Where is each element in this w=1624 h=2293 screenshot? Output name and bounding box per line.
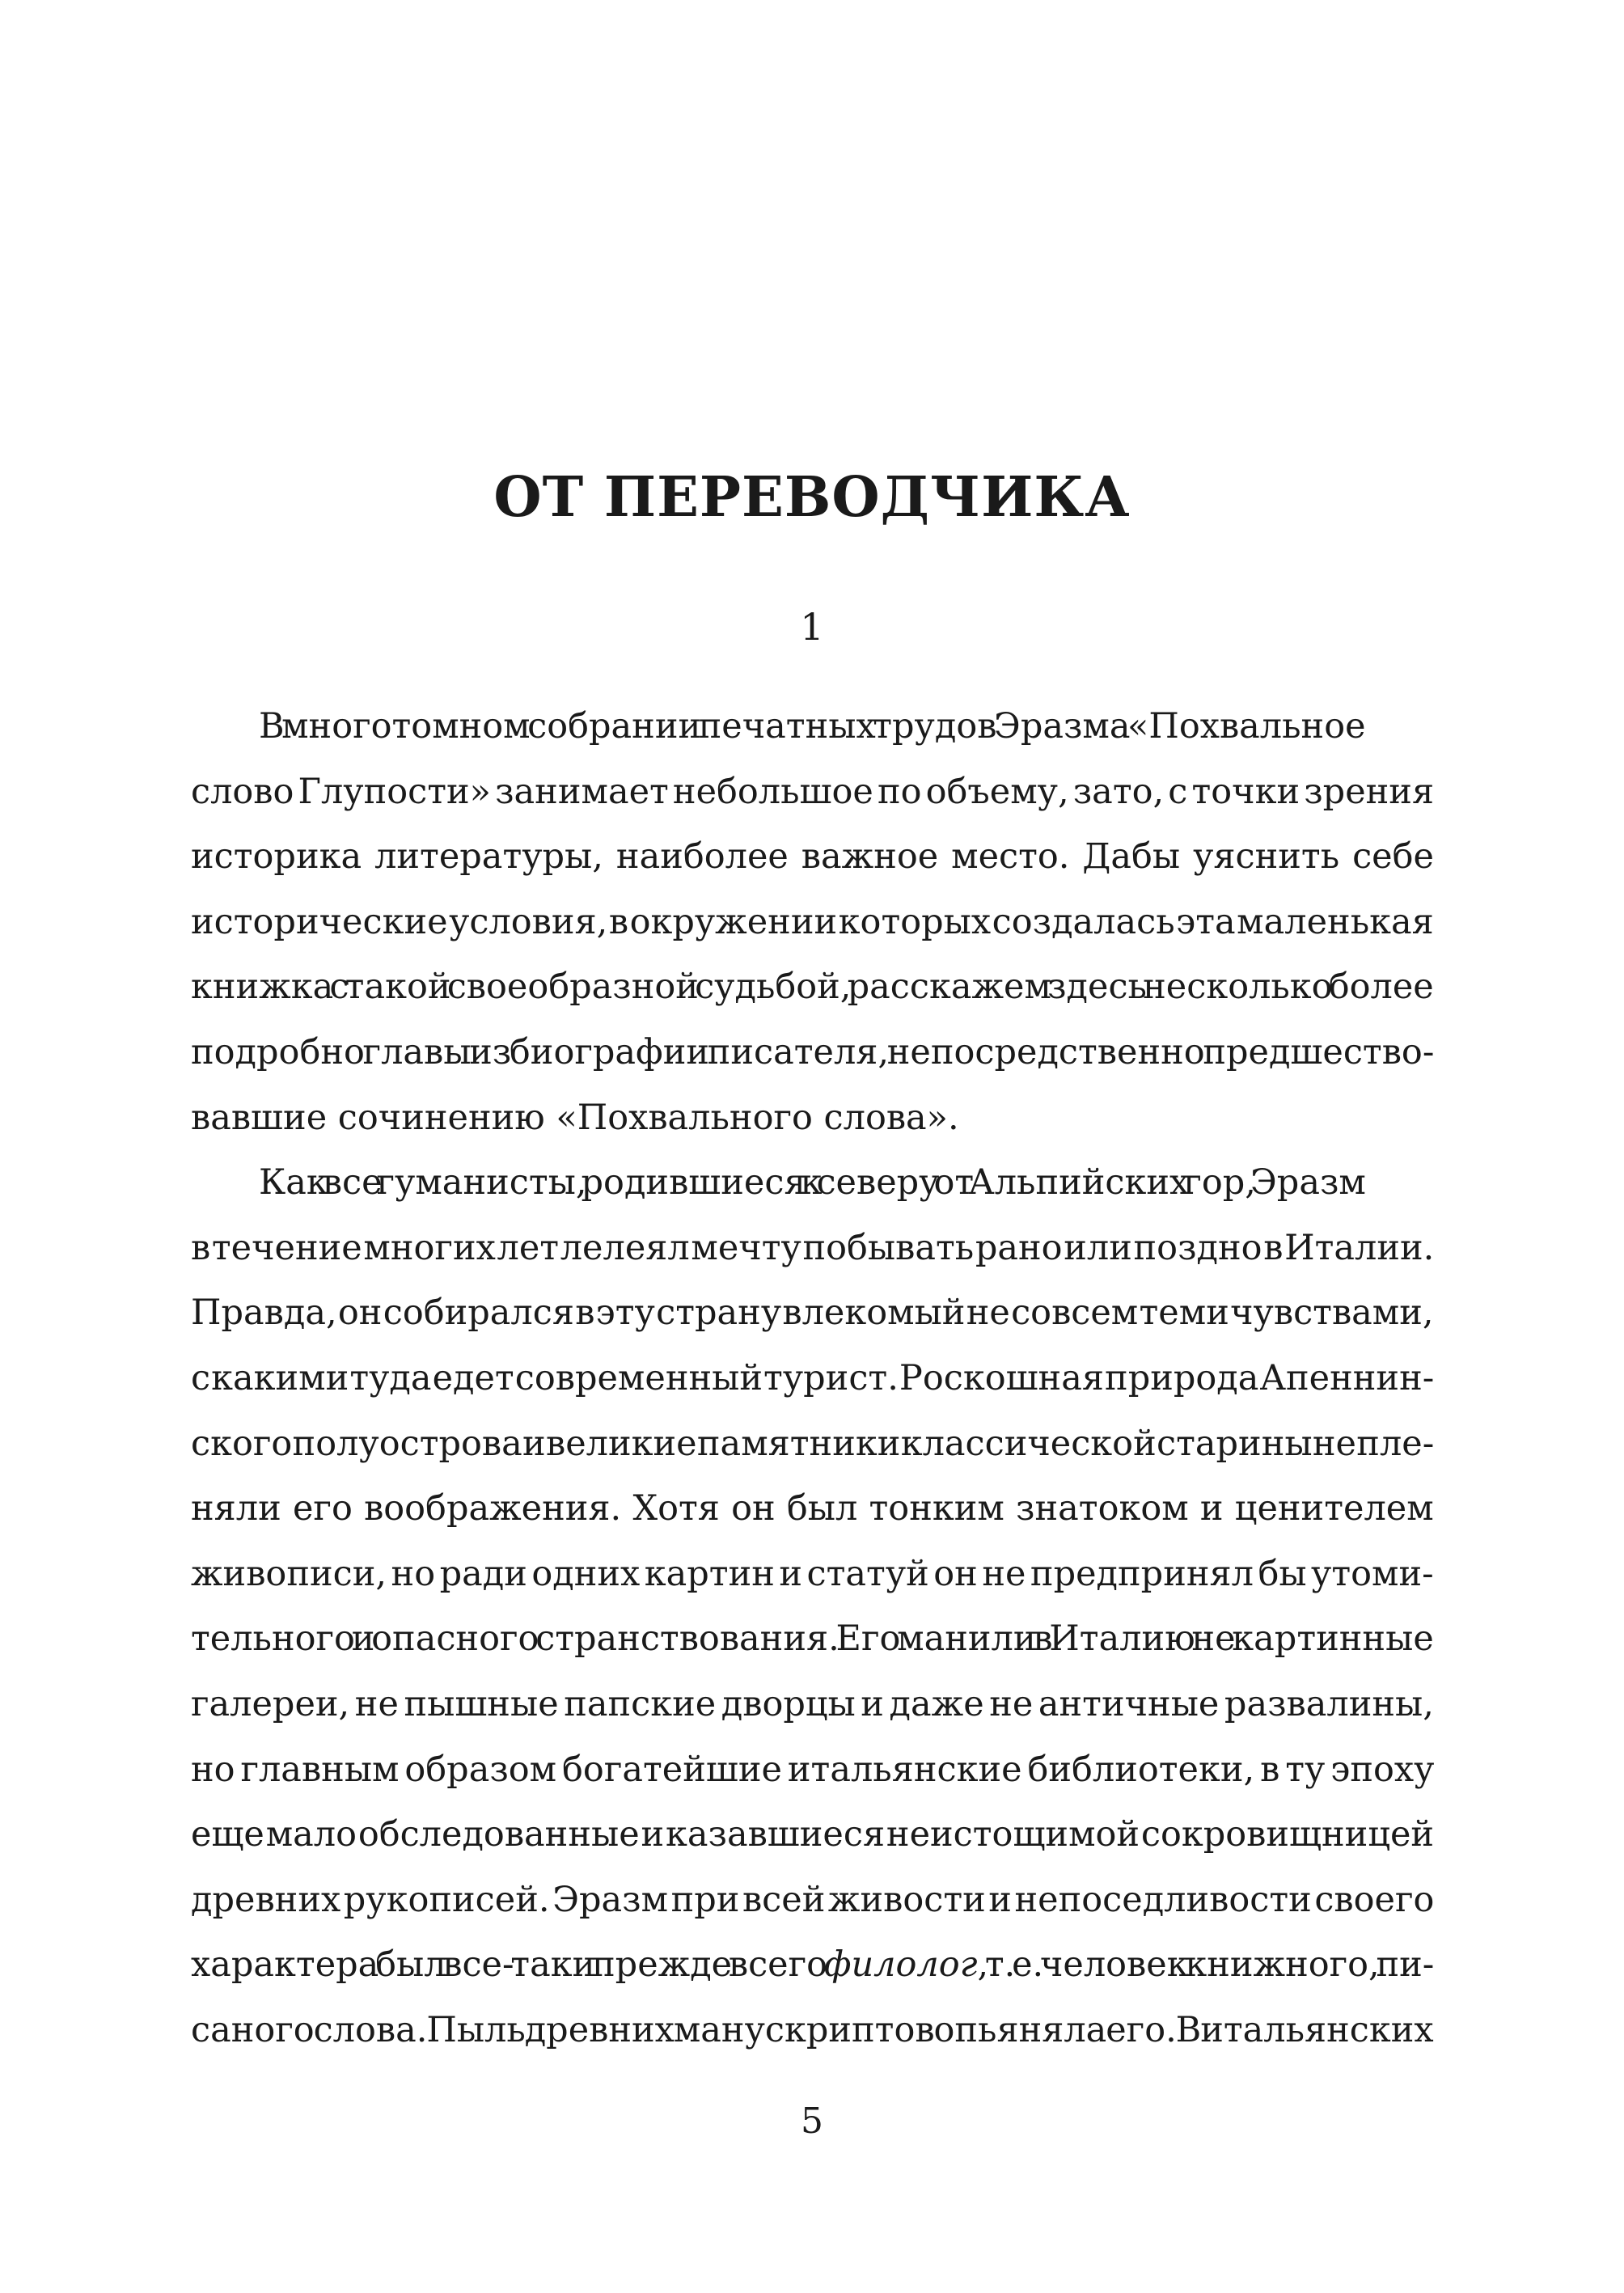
chapter-title: ОТ ПЕРЕВОДЧИКА [493,465,1131,530]
text-line: исторические условия, в окружении которых создалась эта маленькая [191,901,1434,942]
body-text [191,694,1434,2062]
text-line: книжка с такой своеобразной судьбой, расскажем здесь несколько более [191,967,1434,1008]
text-line: подробно главы из биографии писателя, непосредственно предшество- [191,1031,1434,1072]
text-line: няли его воображения. Хотя он был тонким знатоком и ценителем [191,1488,1434,1529]
text-line: Как все гуманисты, родившиеся к северу от Альпийских гор, Эразм [259,1162,1366,1204]
paragraph-1 [191,694,1434,1150]
italic-term: филолог [823,1944,978,1986]
text-line: ского полуострова и великие памятники классической старины не пле- [191,1423,1434,1464]
text-line: тельного и опасного странствования. Его манили в Италию не картинные [191,1618,1434,1660]
text-line: в течение многих лет лелеял мечту побывать рано или поздно в Италии. [191,1227,1434,1268]
text-line: но главным образом богатейшие итальянские библиотеки, в ту эпоху [191,1749,1434,1790]
text-line: еще мало обследованные и казавшиеся неистощимой сокровищницей [191,1814,1434,1855]
text-line: с какими туда едет современный турист. Роскошная природа Апеннин- [191,1357,1434,1398]
text-line: В многотомном собрании печатных трудов Эразма «Похвальное [259,706,1366,747]
page-number: 5 [801,2101,823,2142]
text-line: вавшие сочинению «Похвального слова». [191,1097,959,1138]
text-line-with-italic [191,1932,1434,1998]
text-line: саного слова. Пыль древних манускриптов опьяняла его. В итальянских [191,2009,1434,2050]
text-line: Правда, он собирался в эту страну влекомый не совсем теми чувствами, [191,1292,1434,1334]
text-line: живописи, но ради одних картин и статуй он не предпринял бы утоми- [191,1553,1434,1594]
paragraph-2 [191,1150,1434,2062]
text-line: слово Глупости» занимает небольшое по объему, зато, с точки зрения [191,771,1434,812]
text-line: галереи, не пышные папские дворцы и даже не античные развалины, [191,1683,1434,1724]
section-number: 1 [800,605,824,649]
text-segment: характера был все- таки прежде всего [191,1944,824,1986]
text-line: историка литературы, наиболее важное место. Дабы уяснить себе [191,836,1434,878]
text-segment: , т. е. человек книжного, пи- [977,1944,1434,1986]
text-line: древних рукописей. Эразм при всей живости и непоседливости своего [191,1879,1434,1920]
